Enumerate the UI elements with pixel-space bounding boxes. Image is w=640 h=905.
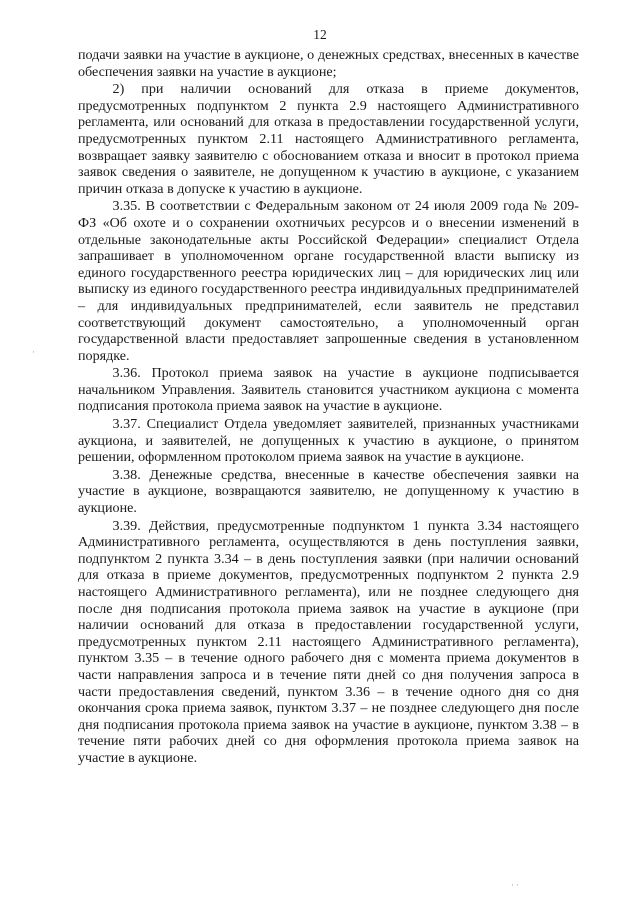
paragraph-3-37: 3.37. Специалист Отдела уведомляет заявителей, признанных участниками аукциона, и заявителей, не допущенных к участию в аукционе, о принятом решении, оформленном протоколом приема заявок на участие в аукционе. bbox=[78, 416, 579, 466]
scan-speck: · bbox=[32, 347, 35, 357]
document-body bbox=[78, 47, 579, 767]
paragraph-continuation: подачи заявки на участие в аукционе, о денежных средствах, внесенных в качестве обеспечения заявки на участие в аукционе; bbox=[78, 47, 579, 80]
paragraph-3-39: 3.39. Действия, предусмотренные подпунктом 1 пункта 3.34 настоящего Административного регламента, осуществляются в день поступления заявки, подпунктом 2 пункта 3.34 – в день поступления заявки (при наличии оснований для отказа в приеме документов, предусмотренных подпунктом 2 пункта 2.9 настоящего Административного регламента), или не позднее следующего дня после дня подписания протокола приема заявок на участие в аукционе (при наличии оснований для отказа в предоставлении государственной услуги, предусмотренных пунктом 2.11 настоящего Административного регламента), пунктом 3.35 – в течение одного рабочего дня с момента приема документов в части направления запроса и в течение пяти дней со дня получения запроса в части предоставления сведений, пунктом 3.36 – в течение одного дня со дня окончания срока приема заявок, пунктом 3.37 – не позднее следующего дня после дня подписания протокола приема заявок на участие в аукционе, пунктом 3.38 – в течение пяти рабочих дней со дня оформления протокола приема заявок на участие в аукционе. bbox=[78, 517, 579, 766]
scan-speck: · · bbox=[511, 880, 520, 890]
paragraph-subitem-2: 2) при наличии оснований для отказа в приеме документов, предусмотренных подпунктом 2 пункта 2.9 настоящего Административного регламента, или оснований для отказа в предоставлении государственной услуги, предусмотренных пунктом 2.11 настоящего Административного регламента, возвращает заявку заявителю с обоснованием отказа и вносит в протокол приема заявок сведения о заявителе, не допущенном к участию в аукционе, с указанием причин отказа в допуске к участию в аукционе. bbox=[78, 81, 579, 197]
page-number: 12 bbox=[313, 27, 327, 42]
paragraph-3-36: 3.36. Протокол приема заявок на участие в аукционе подписывается начальником Управления. Заявитель становится участником аукциона с момента подписания протокола приема заявок на участие в аукционе. bbox=[78, 365, 579, 415]
paragraph-3-38: 3.38. Денежные средства, внесенные в качестве обеспечения заявки на участие в аукционе, возвращаются заявителю, не допущенному к участию в аукционе. bbox=[78, 466, 579, 517]
paragraph-3-35: 3.35. В соответствии с Федеральным законом от 24 июля 2009 года № 209-ФЗ «Об охоте и о сохранении охотничьих ресурсов и о внесении изменений в отдельные законодательные акты Российской Федерации» специалист Отдела запрашивает в уполномоченном органе государственной власти выписку из единого государственного реестра юридических лиц – для юридических лиц или выписку из единого государственного реестра индивидуальных предпринимателей – для индивидуальных предпринимателей, если заявитель не представил соответствующий документ самостоятельно, а уполномоченный орган государственной власти предоставляет запрошенные сведения в установленном порядке. bbox=[78, 198, 579, 364]
